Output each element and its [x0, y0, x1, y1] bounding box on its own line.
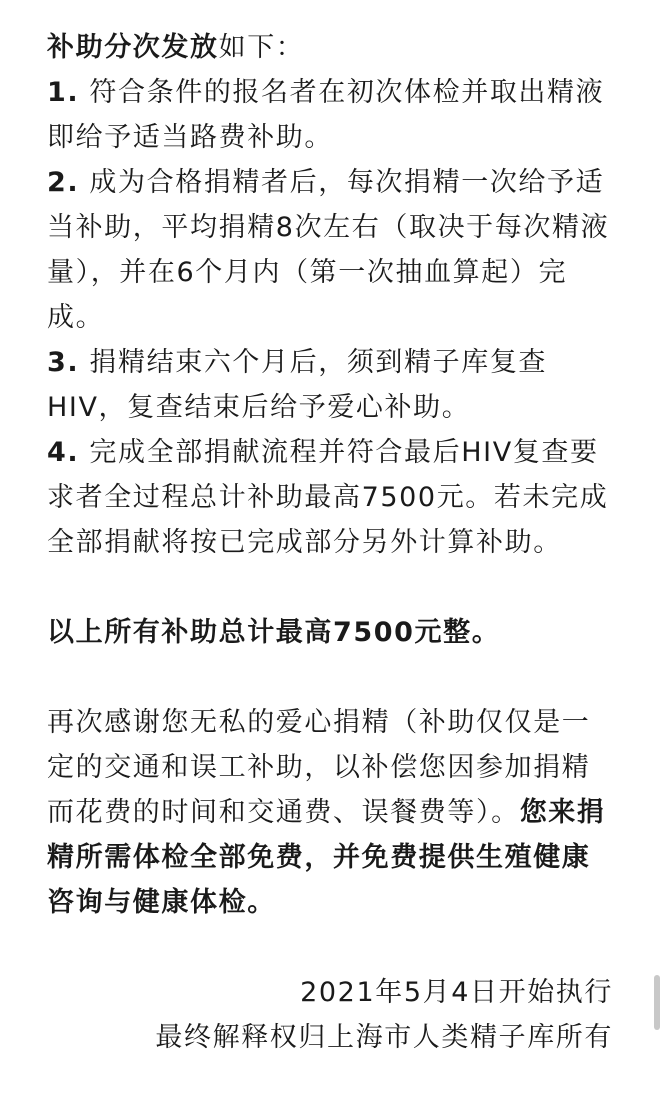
thanks-paragraph [47, 700, 617, 925]
scrollbar[interactable] [654, 975, 660, 1030]
item-number: 1. [47, 77, 80, 108]
list-item-2 [47, 160, 617, 340]
item-text: 符合条件的报名者在初次体检并取出精液即给予适当路费补助。 [47, 77, 605, 153]
item-text: 捐精结束六个月后，须到精子库复查HIV，复查结束后给予爱心补助。 [47, 347, 548, 423]
spacer [47, 925, 617, 970]
intro-suffix: 如下： [218, 32, 305, 63]
list-item-1 [47, 70, 617, 160]
spacer [47, 655, 617, 700]
rights-statement: 最终解释权归上海市人类精子库所有 [155, 1022, 613, 1053]
thanks-bold-text: 您来捐精所需体检全部免费，并免费提供生殖健康咨询与健康体检。 [47, 797, 606, 918]
effective-date: 2021年5月4日开始执行 [300, 977, 613, 1008]
thanks-text: 再次感谢您无私的爱心捐精（补助仅仅是一定的交通和误工补助，以补偿您因参加捐精而花费的时间和交通费、误餐费等）。 [47, 707, 591, 828]
item-number: 4. [47, 437, 80, 468]
document-body [47, 25, 617, 1060]
item-number: 3. [47, 347, 80, 378]
spacer [47, 565, 617, 610]
list-item-3 [47, 340, 617, 430]
intro-heading: 补助分次发放 [47, 32, 219, 63]
item-number: 2. [47, 167, 80, 198]
list-item-4 [47, 430, 617, 565]
intro-line [47, 25, 617, 70]
item-text: 完成全部捐献流程并符合最后HIV复查要求者全过程总计补助最高7500元。若未完成全部捐献将按已完成部分另外计算补助。 [47, 437, 609, 558]
summary-line: 以上所有补助总计最高7500元整。 [47, 617, 501, 648]
item-text: 成为合格捐精者后，每次捐精一次给予适当补助，平均捐精8次左右（取决于每次精液量），并在6个月内（第一次抽血算起）完成。 [47, 167, 610, 333]
